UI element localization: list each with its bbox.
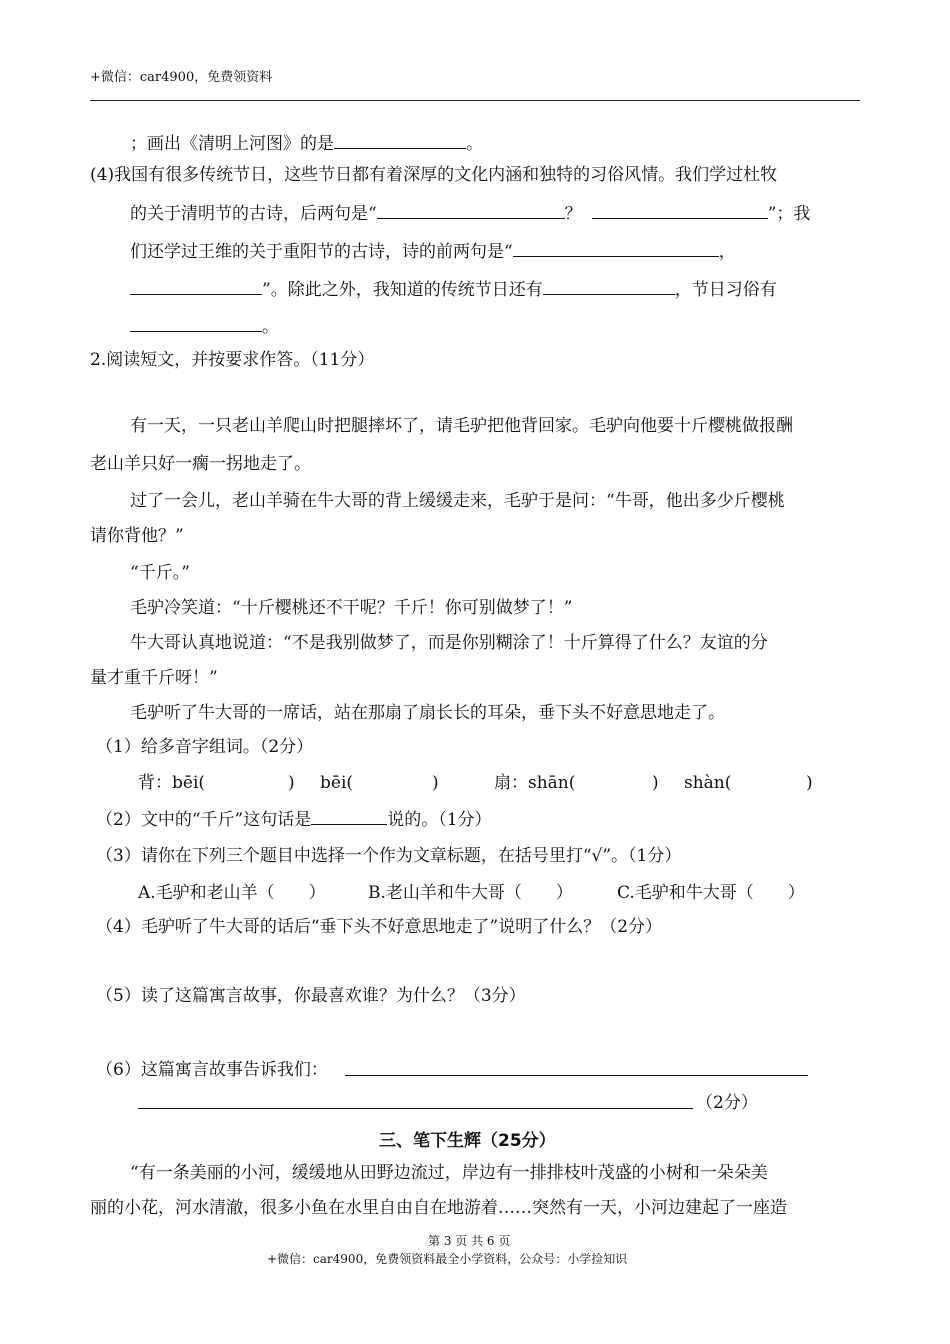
section3-line-1: “有一条美丽的小河，缓缓地从田野边流过，岸边有一排排枝叶茂盛的小树和一朵朵美	[130, 1163, 768, 1183]
q2-prefix: （2）文中的“千斤”这句话是	[96, 810, 312, 830]
passage-p2a: 过了一会儿，老山羊骑在牛大哥的背上缓缓走来，毛驴于是问：“牛哥，他出多少斤樱桃	[130, 491, 785, 511]
q3-option-b[interactable]: B.老山羊和牛大哥（ ）	[368, 883, 573, 903]
passage-p4: 毛驴冷笑道：“十斤樱桃还不干呢？千斤！你可别做梦了！”	[130, 598, 573, 618]
question-3: （3）请你在下列三个题目中选择一个作为文章标题，在括号里打“√”。（1分）	[96, 846, 682, 866]
passage-p6: 毛驴听了牛大哥的一席话，站在那扇了扇长长的耳朵，垂下头不好意思地走了。	[130, 703, 725, 723]
q4-l3a: 们还学过王维的关于重阳节的古诗，诗的前两句是“	[130, 242, 513, 262]
q4-l2b: ？	[564, 204, 582, 224]
page-number: 第 3 页 共 6 页	[428, 1234, 511, 1248]
answer-blank[interactable]	[543, 276, 675, 295]
q4-l4b: ，节日习俗有	[674, 280, 777, 300]
q4-l2c: ”；我	[767, 204, 811, 224]
q4-line-2	[130, 200, 810, 226]
passage-p1a: 有一天，一只老山羊爬山时把腿摔坏了，请毛驴把他背回家。毛驴向他要十斤樱桃做报酬	[130, 416, 793, 436]
passage-p1b: 老山羊只好一瘸一拐地走了。	[90, 454, 311, 474]
answer-blank[interactable]	[377, 200, 565, 219]
question-4: （4）毛驴听了牛大哥的话后“垂下头不好意思地走了”说明了什么？（2分）	[96, 917, 663, 937]
q1-item-4: 扇：shān(	[494, 773, 576, 793]
q4-line-4	[130, 276, 777, 302]
passage-p2b: 请你背他？”	[90, 526, 184, 546]
q3-option-c[interactable]: C.毛驴和牛大哥（ ）	[617, 883, 805, 903]
q1-item-6: shàn(	[684, 773, 732, 793]
question-2	[96, 806, 492, 832]
answer-blank[interactable]	[592, 200, 768, 219]
q4-l2a: 的关于清明节的古诗，后两句是“	[130, 204, 377, 224]
header-text: +微信：car4900，免费领资料	[90, 70, 273, 85]
q4-l5: 。	[262, 317, 279, 337]
q1-item-0: 背：bēi(	[138, 773, 206, 793]
question-5: （5）读了这篇寓言故事，你最喜欢谁？为什么？（3分）	[96, 986, 526, 1006]
q6-answer-line-1[interactable]	[345, 1075, 808, 1076]
q4-l3b: ，	[718, 242, 736, 262]
q1-tail-suffix: 。	[466, 134, 483, 154]
passage-p5b: 量才重千斤呀！”	[90, 668, 218, 688]
q1-item-5: )	[652, 773, 659, 793]
q4-line-5	[130, 313, 279, 339]
question-1: （1）给多音字组词。（2分）	[96, 737, 314, 757]
q3-option-a[interactable]: A.毛驴和老山羊（ ）	[138, 883, 326, 903]
q1-tail-text: ；画出《清明上河图》的是	[130, 134, 334, 154]
footer-text: +微信：car4900，免费领资料最全小学资料，公众号：小学捡知识	[267, 1252, 628, 1266]
header-divider	[90, 100, 860, 101]
question-6: （6）这篇寓言故事告诉我们：	[96, 1060, 328, 1080]
q1-item-7: )	[806, 773, 813, 793]
section3-line-2: 丽的小花，河水清澈，很多小鱼在水里自由自在地游着……突然有一天，小河边建起了一座造	[90, 1198, 787, 1218]
q1-item-2: bēi(	[320, 773, 354, 793]
q6-answer-line-2[interactable]	[138, 1108, 693, 1109]
answer-blank[interactable]	[130, 276, 262, 295]
passage-p3: “千斤。”	[130, 563, 190, 583]
q1-item-3: )	[432, 773, 439, 793]
answer-blank[interactable]	[311, 806, 387, 825]
passage-p5a: 牛大哥认真地说道：“不是我别做梦了，而是你别糊涂了！十斤算得了什么？友谊的分	[130, 633, 768, 653]
q6-score: （2分）	[696, 1093, 758, 1113]
section2-title: 2.阅读短文，并按要求作答。（11分）	[90, 350, 375, 370]
q1-item-1: )	[288, 773, 295, 793]
answer-blank[interactable]	[513, 238, 719, 257]
q2-suffix: 说的。（1分）	[387, 810, 492, 830]
q1-tail	[130, 130, 483, 156]
q4-l4a: ”。除此之外，我知道的传统节日还有	[262, 280, 543, 300]
answer-blank[interactable]	[130, 313, 262, 332]
answer-blank[interactable]	[334, 130, 466, 149]
q4-line-1: (4)我国有很多传统节日，这些节日都有着深厚的文化内涵和独特的习俗风情。我们学过杜牧	[90, 165, 778, 185]
section3-title: 三、笔下生辉（25分）	[379, 1131, 556, 1151]
q4-line-3	[130, 238, 736, 264]
